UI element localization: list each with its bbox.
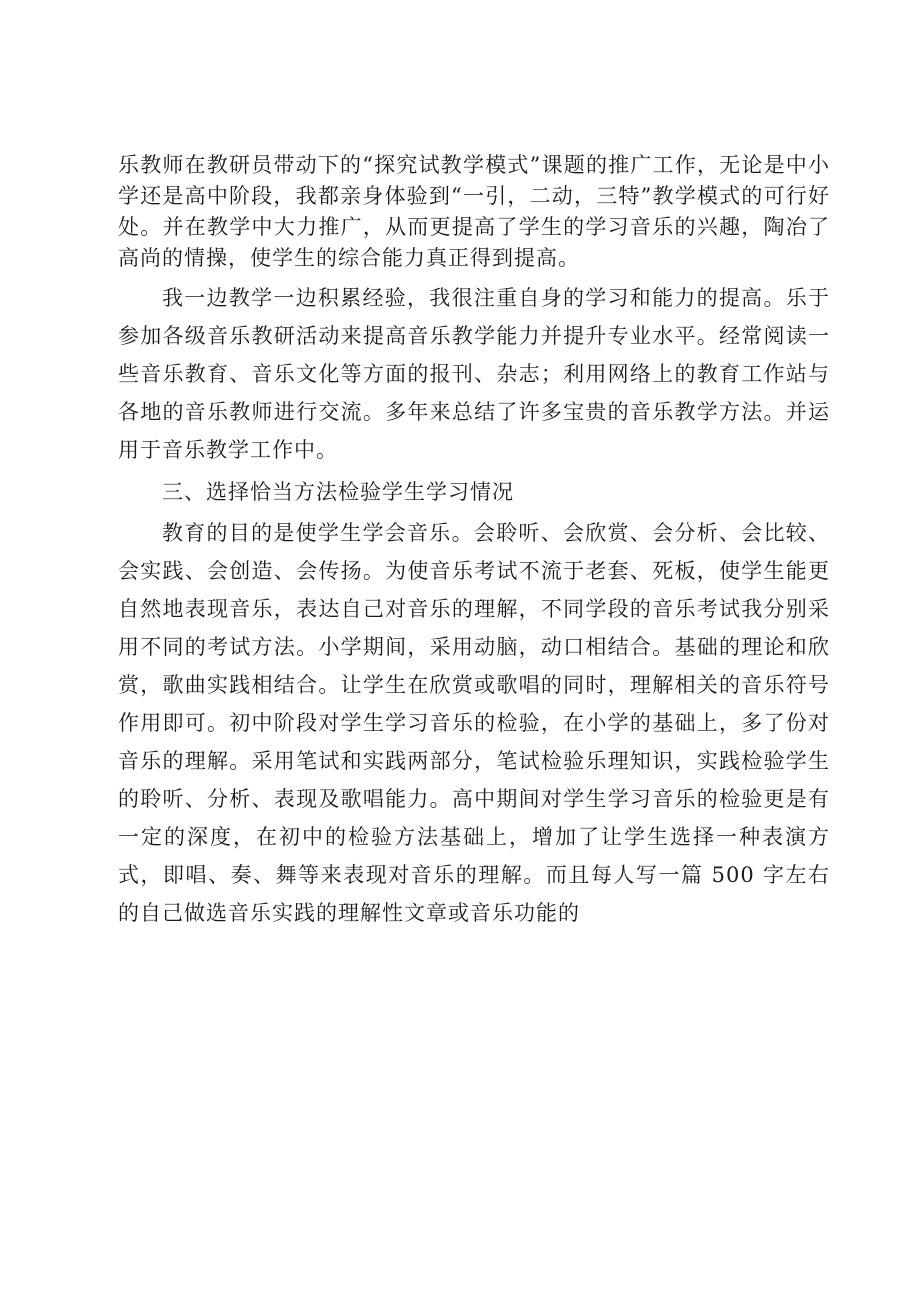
document-body bbox=[118, 150, 830, 932]
paragraph-self-study: 我一边教学一边积累经验，我很注重自身的学习和能力的提高。乐于参加各级音乐教研活动来提高音乐教学能力并提升专业水平。经常阅读一些音乐教育、音乐文化等方面的报刊、杂志；利用网络上的教育工作站与各地的音乐教师进行交流。多年来总结了许多宝贵的音乐教学方法。并运用于音乐教学工作中。 bbox=[118, 286, 830, 462]
paragraph-continued: 乐教师在教研员带动下的“探究试教学模式”课题的推广工作，无论是中小学还是高中阶段，我都亲身体验到“一引，二动，三特”教学模式的可行好处。并在教学中大力推广，从而更提高了学生的学习音乐的兴趣，陶冶了高尚的情操，使学生的综合能力真正得到提高。 bbox=[118, 153, 830, 270]
section-heading: 三、选择恰当方法检验学生学习情况 bbox=[162, 480, 514, 504]
paragraph-assessment: 教育的目的是使学生学会音乐。会聆听、会欣赏、会分析、会比较、会实践、会创造、会传扬。为使音乐考试不流于老套、死板，使学生能更自然地表现音乐，表达自己对音乐的理解，不同学段的音乐考试我分别采用不同的考试方法。小学期间，采用动脑，动口相结合。基础的理论和欣赏，歌曲实践相结合。让学生在欣赏或歌唱的同时，理解相关的音乐符号作用即可。初中阶段对学生学习音乐的检验，在小学的基础上，多了份对音乐的理解。采用笔试和实践两部分，笔试检验乐理知识，实践检验学生的聆听、分析、表现及歌唱能力。高中期间对学生学习音乐的检验更是有一定的深度，在初中的检验方法基础上，增加了让学生选择一种表演方式，即唱、奏、舞等来表现对音乐的理解。而且每人写一篇 500 字左右的自己做选音乐实践的理解性文章或音乐功能的 bbox=[118, 521, 830, 925]
